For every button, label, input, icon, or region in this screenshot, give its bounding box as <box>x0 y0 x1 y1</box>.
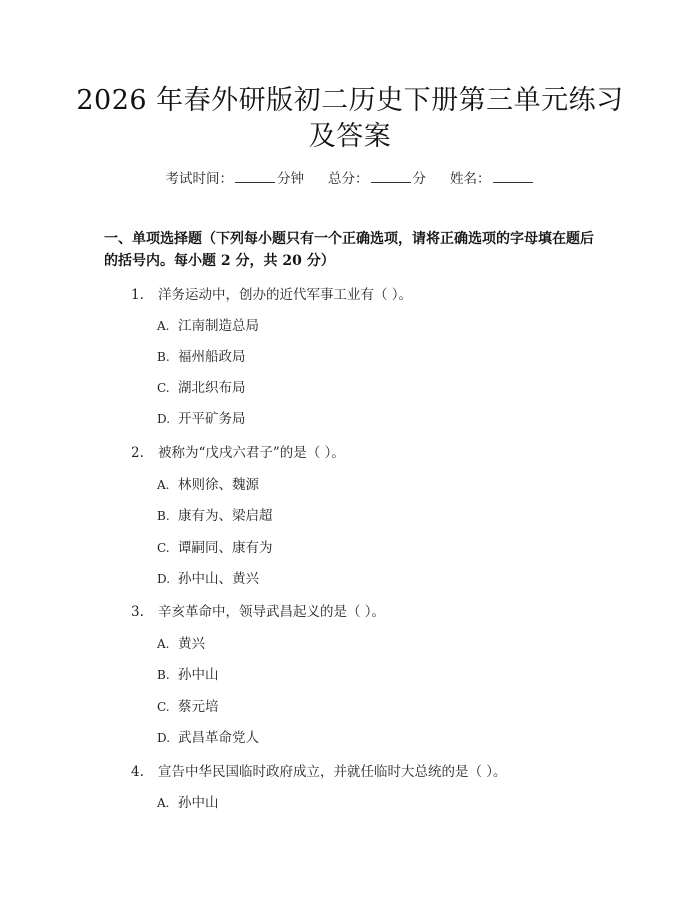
question-text: 洋务运动中，创办的近代军事工业有（ ）。 <box>158 287 413 303</box>
option-letter: A. <box>157 637 170 651</box>
section-heading-line1: 一、单项选择题（下列每小题只有一个正确选项，请将正确选项的字母填在题后 <box>104 231 594 247</box>
option-letter: C. <box>157 700 170 714</box>
question-2 <box>131 441 345 461</box>
option-text: 江南制造总局 <box>178 318 259 334</box>
score-label: 总分： <box>328 171 369 187</box>
option-text: 开平矿务局 <box>178 411 246 427</box>
question-3-option-b[interactable] <box>157 663 219 683</box>
option-text: 谭嗣同、康有为 <box>178 540 273 556</box>
question-1-option-a[interactable] <box>157 314 259 334</box>
exam-time-label: 考试时间： <box>165 171 233 187</box>
question-number: 2. <box>131 445 144 461</box>
option-letter: A. <box>157 319 170 333</box>
question-1-option-c[interactable] <box>157 376 246 396</box>
question-2-option-d[interactable] <box>157 567 259 587</box>
score-field <box>328 167 426 187</box>
option-letter: B. <box>157 509 170 523</box>
question-text: 辛亥革命中，领导武昌起义的是（ ）。 <box>158 604 386 620</box>
section-heading-line2: 的括号内。每小题 2 分，共 20 分） <box>104 253 335 269</box>
option-letter: A. <box>157 478 170 492</box>
question-text: 宣告中华民国临时政府成立，并就任临时大总统的是（ ）。 <box>158 764 507 780</box>
question-3-option-d[interactable] <box>157 726 259 746</box>
question-4-option-a[interactable] <box>157 791 219 811</box>
option-text: 林则徐、魏源 <box>178 477 259 493</box>
option-text: 福州船政局 <box>178 349 246 365</box>
exam-meta <box>0 167 700 187</box>
question-number: 4. <box>131 764 144 780</box>
question-3 <box>131 600 385 620</box>
exam-time-unit: 分钟 <box>277 171 304 187</box>
question-3-option-a[interactable] <box>157 632 205 652</box>
option-text: 湖北织布局 <box>178 380 246 396</box>
question-1 <box>131 283 412 303</box>
option-letter: C. <box>157 541 170 555</box>
question-3-option-c[interactable] <box>157 695 219 715</box>
name-field <box>450 167 535 187</box>
page-title-line1: 2026 年春外研版初二历史下册第三单元练习 <box>76 85 624 116</box>
exam-time-blank[interactable] <box>235 170 275 183</box>
option-letter: B. <box>157 668 170 682</box>
question-1-option-b[interactable] <box>157 345 246 365</box>
option-letter: D. <box>157 412 171 426</box>
option-text: 黄兴 <box>178 636 205 652</box>
option-letter: B. <box>157 350 170 364</box>
question-1-option-d[interactable] <box>157 407 246 427</box>
question-2-option-a[interactable] <box>157 473 259 493</box>
page-title-line2: 及答案 <box>308 121 392 152</box>
score-blank[interactable] <box>371 170 411 183</box>
name-blank[interactable] <box>493 170 533 183</box>
name-label: 姓名： <box>450 171 491 187</box>
question-text: 被称为“戊戌六君子”的是（ ）。 <box>158 445 345 461</box>
question-4 <box>131 760 507 780</box>
option-text: 孙中山 <box>178 795 219 811</box>
option-text: 武昌革命党人 <box>178 730 259 746</box>
option-text: 蔡元培 <box>178 699 219 715</box>
option-text: 康有为、梁启超 <box>178 508 273 524</box>
option-letter: D. <box>157 731 171 745</box>
question-number: 3. <box>131 604 144 620</box>
question-2-option-c[interactable] <box>157 536 273 556</box>
option-text: 孙中山 <box>178 667 219 683</box>
option-text: 孙中山、黄兴 <box>178 571 259 587</box>
question-2-option-b[interactable] <box>157 504 273 524</box>
section-heading <box>104 228 604 272</box>
option-letter: C. <box>157 381 170 395</box>
option-letter: D. <box>157 572 171 586</box>
question-number: 1. <box>131 287 144 303</box>
option-letter: A. <box>157 796 170 810</box>
score-unit: 分 <box>412 171 426 187</box>
exam-time-field <box>166 167 305 187</box>
